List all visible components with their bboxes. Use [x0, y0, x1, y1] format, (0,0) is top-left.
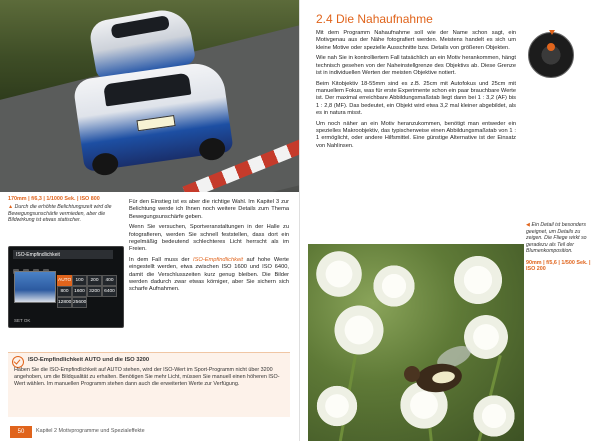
- macro-flower-icon: [547, 43, 555, 51]
- left-footer: [0, 422, 300, 441]
- iso-highlight: ISO-Empfindlichkeit: [193, 257, 243, 264]
- paragraph: Beim Kitobjektiv 18-55mm sind es z.B. 25cm mit Autofokus und 25cm mit manuellem Fokus, was für erste Experimente schon ein paar brauchbare Werte ist. Der maximal erreichbare Abbildungsmaßstab liegt dann bei 1 : 3,2 (AF) bis 1 : 2,8 (MF). Das bedeutet, ein Objekt wird etwa 3,2 mal kleiner abgebildet, als es in natura misst.: [316, 80, 517, 116]
- photo-caption-text: ▲ Durch die erhöhte Belichtungszeit wird die Bewegungsunschärfe vermieden, aber die Bildwirkung ist etwas statischer.: [8, 204, 112, 224]
- paragraph: In dem Fall muss der ISO-Empfindlichkeit auf hohe Werte eingestellt werden, etwa zwischen ISO 1600 und ISO 6400, damit die Verschlusszeiten kurz genug bleiben. Die Bilder werden dadurch zwar etwas körniger, aber Sie sichern sich scharfe Aufnahmen.: [129, 257, 289, 293]
- iso-screen-header: [13, 250, 113, 259]
- chapter-running-head: Kapitel 2 Motivprogramme und Spezialeffekte: [36, 428, 145, 434]
- page-number: 50: [10, 426, 32, 438]
- tip-box: [8, 352, 290, 417]
- iso-option-200: 200: [87, 275, 102, 286]
- hoverfly-head: [404, 366, 420, 382]
- iso-screen-title: ISO-Empfindlichkeit: [16, 251, 60, 258]
- iso-option-25600: 25600: [72, 297, 87, 308]
- iso-sensitivity-screen: [8, 246, 124, 328]
- right-body-text: [316, 30, 516, 153]
- macro-caption-text: ◀ Ein Detail ist besonders geeignet, um Details zu zeigen. Die Fliege wirkt so geradezu als Teil der Blumenkomposition.: [526, 222, 587, 255]
- paragraph: Für den Einstieg ist es aber die richtige Wahl. Im Kapitel 3 zur Belichtung werde ich Ihnen noch weitere Details zum Thema Bewegungsunschärfe geben.: [129, 199, 289, 220]
- left-body-text: [129, 199, 289, 297]
- macro-flower-photo: [308, 244, 524, 441]
- iso-option-3200: 3200: [87, 286, 102, 297]
- caption-marker-icon: ▲: [8, 204, 14, 210]
- iso-icon-row: [13, 261, 113, 267]
- paragraph: Mit dem Programm Nahaufnahme soll wie der Name schon sagt, ein Motivgenau aus der Nähe fotografiert werden. Meistens handelt es sich um kleine Motive oder spezielle Ausschnitte bzw. Details von größeren Objekten.: [316, 30, 516, 51]
- iso-option-6400: 6400: [102, 286, 117, 297]
- tip-text: Haben Sie die ISO-Empfindlichkeit auf AUTO stehen, wird der ISO-Wert im Sport-Programm nicht über 3200 angehoben, um die Bildqualität zu erhalten. Benötigen Sie mehr Licht, müssen Sie manuell einen höheren ISO-Wert wählen. Im manuellen Programm stehen dann auch die erweiterten Werte zur Verfügung.: [14, 367, 280, 387]
- tip-title: ISO-Empfindlichkeit AUTO und die ISO 3200: [28, 357, 150, 363]
- caption-marker-icon: ◀: [526, 222, 530, 228]
- race-car-photo: [0, 0, 300, 192]
- iso-option-100: 100: [72, 275, 87, 286]
- iso-option-auto: AUTO: [57, 275, 72, 286]
- right-page: [300, 0, 600, 441]
- photo-caption-title: 170mm | f/6,3 | 1/1000 Sek. | ISO 800: [8, 196, 100, 202]
- front-race-car: [72, 60, 233, 172]
- iso-option-400: 400: [102, 275, 117, 286]
- iso-option-1600: 1600: [72, 286, 87, 297]
- iso-option-12800: 12800: [57, 297, 72, 308]
- paragraph: Um noch näher an ein Motiv heranzukommen, benötigt man entweder ein spezielles Makroobjektiv, das typischerweise einen Abbildungsmaßstab von 1 : 1 ermöglicht, oder andere Hilfsmittel. Eine günstige Alternative ist der Einsatz von Nahlinsen.: [316, 120, 516, 149]
- section-heading: 2.4 Die Nahaufnahme: [316, 12, 433, 26]
- dial-marker-icon: [549, 30, 555, 35]
- paragraph: Wenn Sie versuchen, Sportveranstaltungen in der Halle zu fotografieren, werden Sie schnell feststellen, dass dort ein regelmäßig bedeutend schlechteres Licht herrscht als im Freien.: [129, 224, 289, 253]
- macro-caption-title: 90mm | f/5,6 | 1/500 Sek. | ISO 200: [526, 260, 591, 272]
- iso-screen-footer: SET OK: [14, 318, 31, 323]
- paragraph: Wie nah Sie in kontrolliertem Fall tatsächlich an ein Motiv herankommen, hängt technisch gesehen von der Naheinstellgrenze des Objektivs ab. Diese Grenze ist in individuellen Werten der meisten Objektive notiert.: [316, 55, 516, 76]
- mode-dial-icon: [528, 32, 574, 78]
- iso-preview-thumbnail: [14, 271, 56, 303]
- iso-option-800: 800: [57, 286, 72, 297]
